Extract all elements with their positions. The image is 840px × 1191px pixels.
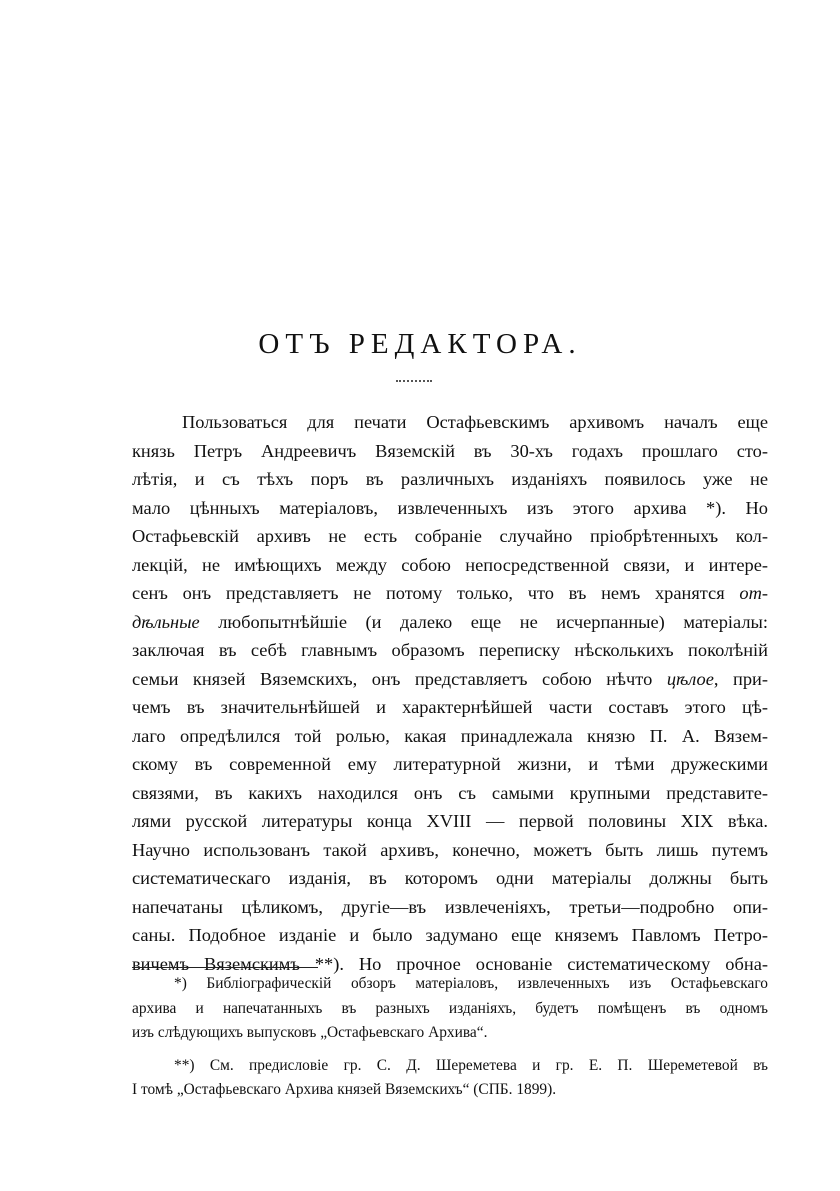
footnote-gap	[132, 1046, 768, 1054]
text-line: дѣльные любопытнѣйшіе (и далеко еще не исчерпанные) матеріалы:	[132, 611, 768, 632]
text-line: Научно использованъ такой архивъ, конечно, можетъ быть лишь путемъ	[132, 839, 768, 860]
text-line: вичемъ Вяземскимъ **). Но прочное основаніе систематическому обна-	[132, 953, 768, 974]
text-line: чемъ въ значительнѣйшей и характернѣйшей части составъ этого цѣ-	[132, 697, 768, 717]
text-line: мало цѣнныхъ матеріаловъ, извлеченныхъ изъ этого архива *). Но	[132, 497, 768, 518]
footnote-line: архива и напечатанныхъ въ разныхъ изданіяхъ, будетъ помѣщенъ въ одномъ	[132, 999, 768, 1017]
text-line: Остафьевскій архивъ не есть собраніе случайно пріобрѣтенныхъ кол-	[132, 526, 768, 546]
text-line: систематическаго изданія, въ которомъ одни матеріалы должны быть	[132, 868, 768, 888]
text-line: напечатаны цѣликомъ, другіе—въ извлеченіяхъ, третьи—подробно опи-	[132, 896, 768, 917]
text-line: лаго опредѣлился той ролью, какая принадлежала князю П. А. Вязем-	[132, 725, 768, 746]
text-line: связями, въ какихъ находился онъ съ самыми крупными представите-	[132, 782, 768, 803]
footnote-line: *) Библіографическій обзоръ матеріаловъ, извлеченныхъ изъ Остафьевскаго	[174, 975, 768, 992]
text-line: сенъ онъ представляетъ не потому только, что въ немъ хранятся от-	[132, 583, 768, 603]
text-line: лями русской литературы конца XVIII — первой половины XIX вѣка.	[132, 811, 768, 831]
main-text	[132, 408, 768, 978]
text-line: скому въ современной ему литературной жизни, и тѣми дружескими	[132, 754, 768, 774]
text-line: семьи князей Вяземскихъ, онъ представляетъ собою нѣчто цѣлое, при-	[132, 668, 769, 689]
footnote-line: I томѣ „Остафьевскаго Архива князей Вяземскихъ“ (СПБ. 1899).	[132, 1081, 557, 1098]
text-line: лекцій, не имѣющихъ между собою непосредственной связи, и интере-	[132, 554, 768, 575]
text-line: князь Петръ Андреевичъ Вяземскій въ 30-хъ годахъ прошлаго сто-	[132, 440, 768, 461]
title-ornament	[396, 380, 432, 382]
page-title: ОТЪ РЕДАКТОРА.	[258, 328, 582, 360]
text-line: Пользоваться для печати Остафьевскимъ архивомъ началъ еще	[182, 412, 768, 432]
text-line: лѣтія, и съ тѣхъ поръ въ различныхъ изданіяхъ появилось уже не	[132, 469, 768, 489]
footnote-line: изъ слѣдующихъ выпусковъ „Остафьевскаго Архива“.	[132, 1024, 488, 1041]
footnotes	[132, 972, 768, 1103]
text-line: саны. Подобное изданіе и было задумано еще княземъ Павломъ Петро-	[132, 925, 768, 945]
footnote-divider	[132, 967, 318, 968]
text-line: заключая въ себѣ главнымъ образомъ переписку нѣсколькихъ поколѣній	[132, 640, 768, 660]
footnote-line: **) См. предисловіе гр. С. Д. Шереметева и гр. Е. П. Шереметевой въ	[174, 1056, 768, 1074]
